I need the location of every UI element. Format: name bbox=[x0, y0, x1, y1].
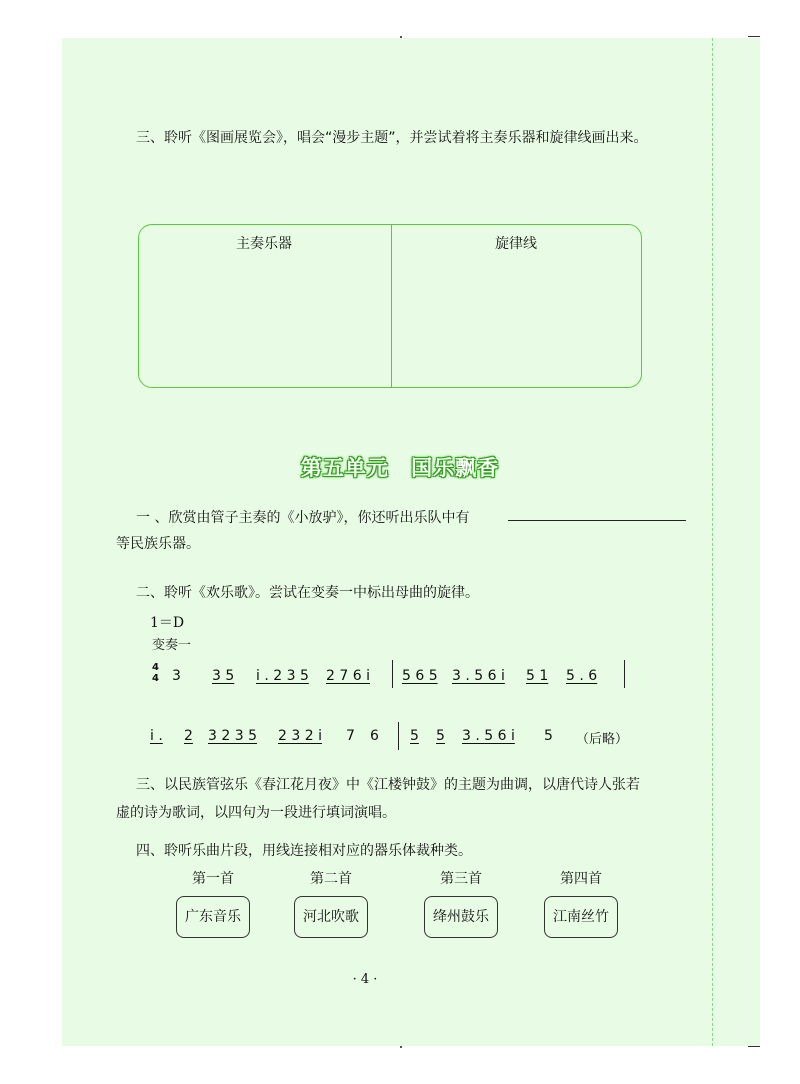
q1-text-before: 一 、欣赏由管子主奏的《小放驴》，你还听出乐队中有 bbox=[136, 510, 470, 526]
note-group: 5 bbox=[436, 728, 445, 744]
table-header-main-instrument: 主奏乐器 bbox=[236, 236, 292, 252]
table-header-melody-line: 旋律线 bbox=[495, 236, 537, 252]
genre-box-jiangnan[interactable]: 江南丝竹 bbox=[544, 896, 618, 938]
bar-line bbox=[398, 722, 399, 750]
fold-dashed-line bbox=[712, 38, 713, 1046]
note-group: 5 bbox=[544, 728, 553, 744]
genre-box-hebei[interactable]: 河北吹歌 bbox=[294, 896, 368, 938]
q3-line2: 虚的诗为歌词，以四句为一段进行填词演唱。 bbox=[116, 805, 396, 821]
note-group: 3 . 5 6 i bbox=[452, 668, 505, 684]
q1-text-after: 等民族乐器。 bbox=[116, 536, 200, 552]
note-group: 5 . 6 bbox=[566, 668, 598, 684]
piece-label-1: 第一首 bbox=[192, 871, 234, 887]
q1-answer-blank[interactable] bbox=[508, 520, 686, 521]
piece-label-2: 第二首 bbox=[310, 871, 352, 887]
crop-mark-top-right bbox=[748, 36, 760, 47]
note-group: 2 3 2 i bbox=[278, 728, 322, 744]
time-signature-top: 4 bbox=[152, 662, 159, 673]
unit-title: 第五单元 国乐飘香 bbox=[300, 456, 500, 480]
note-group: 7 bbox=[346, 728, 355, 744]
note-group: i . 2 3 5 bbox=[256, 668, 309, 684]
answer-cell-melody[interactable] bbox=[395, 259, 639, 383]
q4-text: 四、聆听乐曲片段，用线连接相对应的器乐体裁种类。 bbox=[136, 843, 472, 859]
piece-label-3: 第三首 bbox=[440, 871, 482, 887]
note-group: 2 bbox=[184, 728, 193, 744]
note-group: 5 6 5 bbox=[402, 668, 438, 684]
note-group: 6 bbox=[370, 728, 379, 744]
bar-line bbox=[624, 660, 625, 688]
time-signature-bottom: 4 bbox=[152, 673, 159, 684]
q2-text: 二、聆听《欢乐歌》。尝试在变奏一中标出母曲的旋律。 bbox=[136, 585, 479, 601]
variation-label: 变奏一 bbox=[152, 638, 192, 653]
note-group: i . bbox=[150, 728, 163, 744]
answer-table bbox=[138, 224, 642, 388]
note-group: 2 7 6 i bbox=[326, 668, 370, 684]
genre-box-jiangzhou[interactable]: 绛州鼓乐 bbox=[424, 896, 498, 938]
genre-box-guangdong[interactable]: 广东音乐 bbox=[176, 896, 250, 938]
crop-tick-top bbox=[400, 36, 402, 38]
bar-line bbox=[392, 660, 393, 688]
omitted-note: （后略） bbox=[576, 732, 629, 747]
note-group: 5 bbox=[410, 728, 419, 744]
piece-label-4: 第四首 bbox=[560, 871, 602, 887]
q3-line1: 三、以民族管弦乐《春江花月夜》中《江楼钟鼓》的主题为曲调，以唐代诗人张若 bbox=[136, 777, 640, 793]
note-group: 5 1 bbox=[526, 668, 549, 684]
note-group: 3 . 5 6 i bbox=[462, 728, 515, 744]
crop-mark-bottom-right bbox=[748, 1046, 760, 1057]
crop-tick-bottom bbox=[400, 1046, 402, 1048]
answer-cell-instrument[interactable] bbox=[143, 259, 387, 383]
note-group: 3 2 3 5 bbox=[208, 728, 257, 744]
key-signature: 1＝D bbox=[150, 615, 185, 631]
note-group: 3 bbox=[172, 668, 181, 684]
section3-instruction: 三、聆听《图画展览会》，唱会“漫步主题”，并尝试着将主奏乐器和旋律线画出来。 bbox=[136, 130, 648, 146]
page-number: · 4 · bbox=[352, 972, 378, 987]
note-group: 3 5 bbox=[212, 668, 235, 684]
